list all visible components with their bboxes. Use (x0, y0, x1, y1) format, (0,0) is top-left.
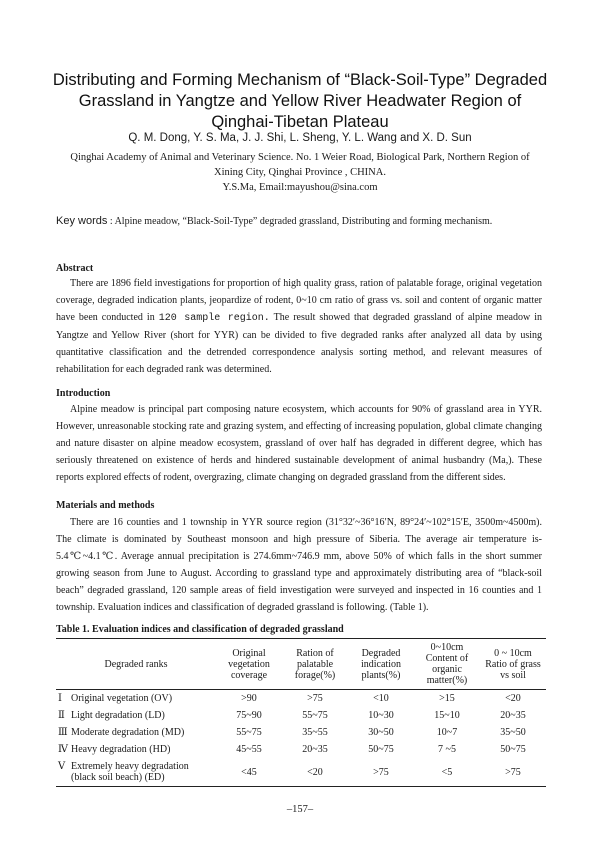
keywords (56, 215, 556, 227)
abstract-heading: Abstract (56, 263, 94, 274)
table-row: Ⅳ Heavy degradation (HD) 45~55 20~35 50~75 7 ~5 50~75 (58, 744, 526, 755)
methods-heading: Materials and methods (56, 500, 155, 511)
contact-email: Y.S.Ma, Email:mayushou@sina.com (222, 182, 378, 193)
introduction-text: Alpine meadow is principal part composing nature ecosystem, which accounts for 90% of grassland area in YYR. However, unreasonable stocking rate and grazing system, and effecting of increasing population, global climate changing and nature disaster on alpine meadow ecosystem, grassland of over half has degraded in different degree, which has seriously threatened on existence of herds and hindered sustainable development of animal husbandry (Ma,). These reports explored effects of rodent, overgrazing, climate changing on degraded grassland from the different sides. (56, 404, 542, 483)
table-caption: Table 1. Evaluation indices and classification of degraded grassland (56, 624, 344, 635)
page-number: –157– (286, 804, 314, 815)
affiliation-line-2: Xining City, Qinghai Province , CHINA. (214, 167, 386, 178)
table-row: Ⅰ Original vegetation (OV) >90 >75 <10 >15 <20 (58, 693, 521, 704)
methods-text: There are 16 counties and 1 township in YYR source region (31°32′~36°16′N, 89°24′~102°15′E, 3500m~4500m). The climate is dominated by Southeast monsoon and high pressure of Siberia. The average air temperature is-5.4℃~4.1℃. Average annual precipitation is 274.6mm~746.9 mm, above 50% of which falls in the short summer growing season from June to August. According to grassland type and approximately distributing area of “black-soil beach” degraded grassland, 120 sample areas of field investigation were surveyed and inspected in 16 counties and 1 township. Evaluation indices and classification of degraded grassland is following. (Table 1). (56, 517, 542, 613)
header-vegetation-coverage: Original vegetation coverage (228, 647, 270, 681)
keywords-text: : Alpine meadow, “Black-Soil-Type” degraded grassland, Distributing and forming mechanism. (109, 216, 493, 227)
header-degraded-ranks: Degraded ranks (104, 658, 168, 670)
title-line-1: Distributing and Forming Mechanism of “Black-Soil-Type” Degraded (52, 71, 548, 89)
title-line-2: Grassland in Yangtze and Yellow River Headwater Region of (78, 92, 522, 110)
table-row: Ⅴ Extremely heavy degradation (black soil beach) (ED) <45 <20 >75 <5 >75 (56, 758, 546, 787)
keywords-label: Key words (56, 215, 108, 227)
table-row: Ⅲ Moderate degradation (MD) 55~75 35~55 30~50 10~7 35~50 (58, 727, 526, 738)
authors: Q. M. Dong, Y. S. Ma, J. J. Shi, L. Sheng, Y. L. Wang and X. D. Sun (128, 132, 472, 144)
header-grass-soil-ratio: 0 ~ 10cm Ratio of grass vs soil (485, 647, 541, 681)
sample-region-text: 120 sample region. (158, 313, 270, 324)
evaluation-table (56, 638, 546, 787)
introduction-heading: Introduction (56, 388, 111, 399)
header-organic-matter: 0~10cm Content of organic matter(%) (425, 642, 469, 686)
paper-title (40, 70, 560, 133)
affiliation (56, 150, 544, 195)
title-line-3: Qinghai-Tibetan Plateau (211, 113, 389, 131)
abstract-text: There are 1896 field investigations for proportion of high quality grass, ration of palatable forage, original vegetation coverage, degraded indication plants, jeopardize of rodent, 0~10 cm ratio of grass vs. soil and content of organic matter have been conducted in 120 sample region. The result showed that degraded grassland of alpine meadow in Yangtze and Yellow River (short for YYR) can be divided to five degraded ranks after analyzed all data by using quantitative classification and the detrended correspondence analysis sorting method, and relevant measures of rehabilitation for each degraded rank was determined. (56, 278, 542, 375)
affiliation-line-1: Qinghai Academy of Animal and Veterinary Science. No. 1 Weier Road, Biological Park, Northern Region of (70, 152, 530, 163)
header-indication-plants: Degraded indication plants(%) (361, 647, 401, 681)
table-header-row (56, 639, 546, 690)
table-row: Ⅱ Light degradation (LD) 75~90 55~75 10~30 15~10 20~35 (58, 710, 526, 721)
header-palatable-forage: Ration of palatable forage(%) (294, 647, 336, 681)
